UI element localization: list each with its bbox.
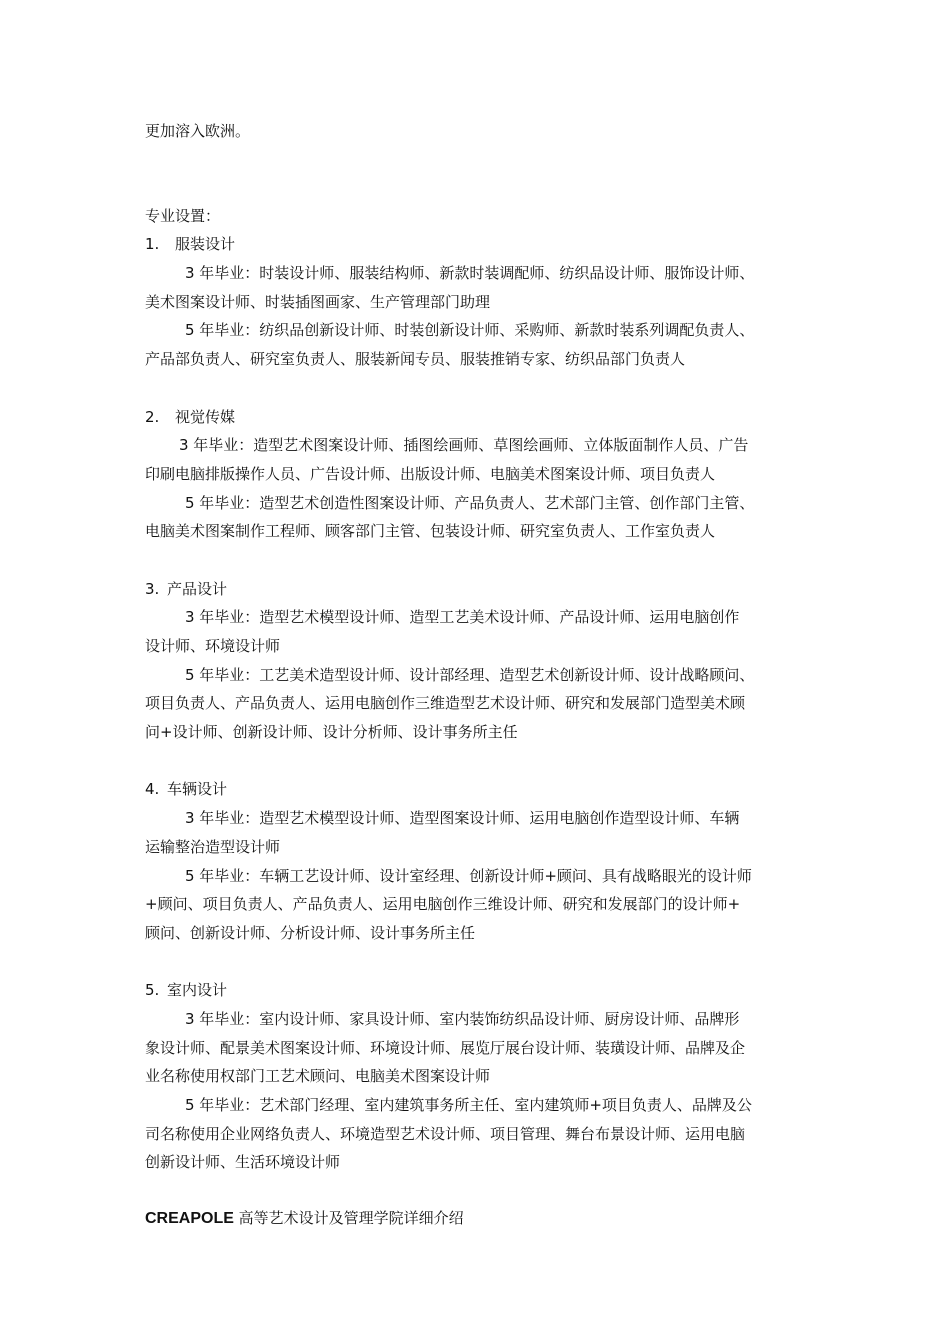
school-brand: CREAPOLE [145, 1210, 234, 1228]
five-year-line: 司名称使用企业网络负责人、环境造型艺术设计师、项目管理、舞台布景设计师、运用电脑 [145, 1124, 746, 1143]
program-title: 车辆设计 [167, 780, 228, 799]
five-year-line: 顾问、创新设计师、分析设计师、设计事务所主任 [145, 923, 476, 942]
program-number: 3. [145, 579, 160, 598]
program-block [145, 775, 813, 947]
five-year-line: 问+设计师、创新设计师、设计分析师、设计事务所主任 [145, 723, 518, 742]
program-number: 2. [145, 407, 160, 426]
five-year-line: 5 年毕业：车辆工艺设计师、设计室经理、创新设计师+顾问、具有战略眼光的设计师 [185, 866, 752, 885]
school-heading [145, 1204, 813, 1233]
three-year-line: 象设计师、配景美术图案设计师、环境设计师、展览厅展台设计师、装璜设计师、品牌及企 [145, 1038, 746, 1057]
program-heading [145, 775, 813, 804]
five-year-line: 5 年毕业：艺术部门经理、室内建筑事务所主任、室内建筑师+项目负责人、品牌及公 [185, 1096, 752, 1114]
three-year-line: 3 年毕业：造型艺术图案设计师、插图绘画师、草图绘画师、立体版面制作人员、广告 [179, 436, 749, 455]
intro-text: 更加溶入欧洲。 [145, 122, 251, 140]
five-year-line: 5 年毕业：造型艺术创造性图案设计师、产品负责人、艺术部门主管、创作部门主管、 [185, 493, 755, 512]
program-block [145, 976, 813, 1177]
three-year-line: 印刷电脑排版操作人员、广告设计师、出版设计师、电脑美术图案设计师、项目负责人 [145, 464, 716, 483]
three-year-line: 设计师、环境设计师 [145, 637, 281, 655]
program-title: 服装设计 [175, 235, 236, 254]
three-year-line: 运输整治造型设计师 [145, 837, 281, 856]
five-year-line: 5 年毕业：工艺美术造型设计师、设计部经理、造型艺术创新设计师、设计战略顾问、 [185, 665, 755, 684]
program-number: 1. [145, 235, 160, 254]
three-year-line: 业名称使用权部门工艺术顾问、电脑美术图案设计师 [145, 1067, 491, 1086]
program-title: 室内设计 [167, 981, 228, 1000]
program-block [145, 403, 813, 546]
program-heading [145, 403, 813, 432]
program-title: 产品设计 [167, 579, 228, 598]
program-heading [145, 976, 813, 1005]
three-year-line: 3 年毕业：室内设计师、家具设计师、室内装饰纺织品设计师、厨房设计师、品牌形 [185, 1009, 740, 1028]
three-year-line: 美术图案设计师、时装插图画家、生产管理部门助理 [145, 292, 491, 311]
program-title: 视觉传媒 [175, 407, 236, 426]
program-block [145, 575, 813, 747]
section-header: 专业设置： [145, 206, 221, 225]
program-number: 5. [145, 981, 160, 1000]
program-block [145, 230, 813, 373]
three-year-line: 3 年毕业：造型艺术模型设计师、造型工艺美术设计师、产品设计师、运用电脑创作 [185, 608, 740, 627]
three-year-line: 3 年毕业：造型艺术模型设计师、造型图案设计师、运用电脑创作造型设计师、车辆 [185, 809, 740, 828]
five-year-line: 电脑美术图案制作工程师、顾客部门主管、包装设计师、研究室负责人、工作室负责人 [145, 522, 716, 541]
program-heading [145, 575, 813, 604]
school-heading-text: 高等艺术设计及管理学院详细介绍 [233, 1209, 464, 1228]
five-year-line: +顾问、项目负责人、产品负责人、运用电脑创作三维设计师、研究和发展部门的设计师+ [145, 895, 741, 914]
five-year-line: 创新设计师、生活环境设计师 [145, 1153, 341, 1172]
three-year-line: 3 年毕业：时装设计师、服装结构师、新款时装调配师、纺织品设计师、服饰设计师、 [185, 264, 755, 283]
program-heading [145, 230, 813, 259]
document-page [145, 117, 813, 1233]
five-year-line: 项目负责人、产品负责人、运用电脑创作三维造型艺术设计师、研究和发展部门造型美术顾 [145, 694, 746, 713]
five-year-line: 产品部负责人、研究室负责人、服装新闻专员、服装推销专家、纺织品部门负责人 [145, 350, 686, 369]
program-number: 4. [145, 780, 160, 799]
five-year-line: 5 年毕业：纺织品创新设计师、时装创新设计师、采购师、新款时装系列调配负责人、 [185, 321, 755, 340]
